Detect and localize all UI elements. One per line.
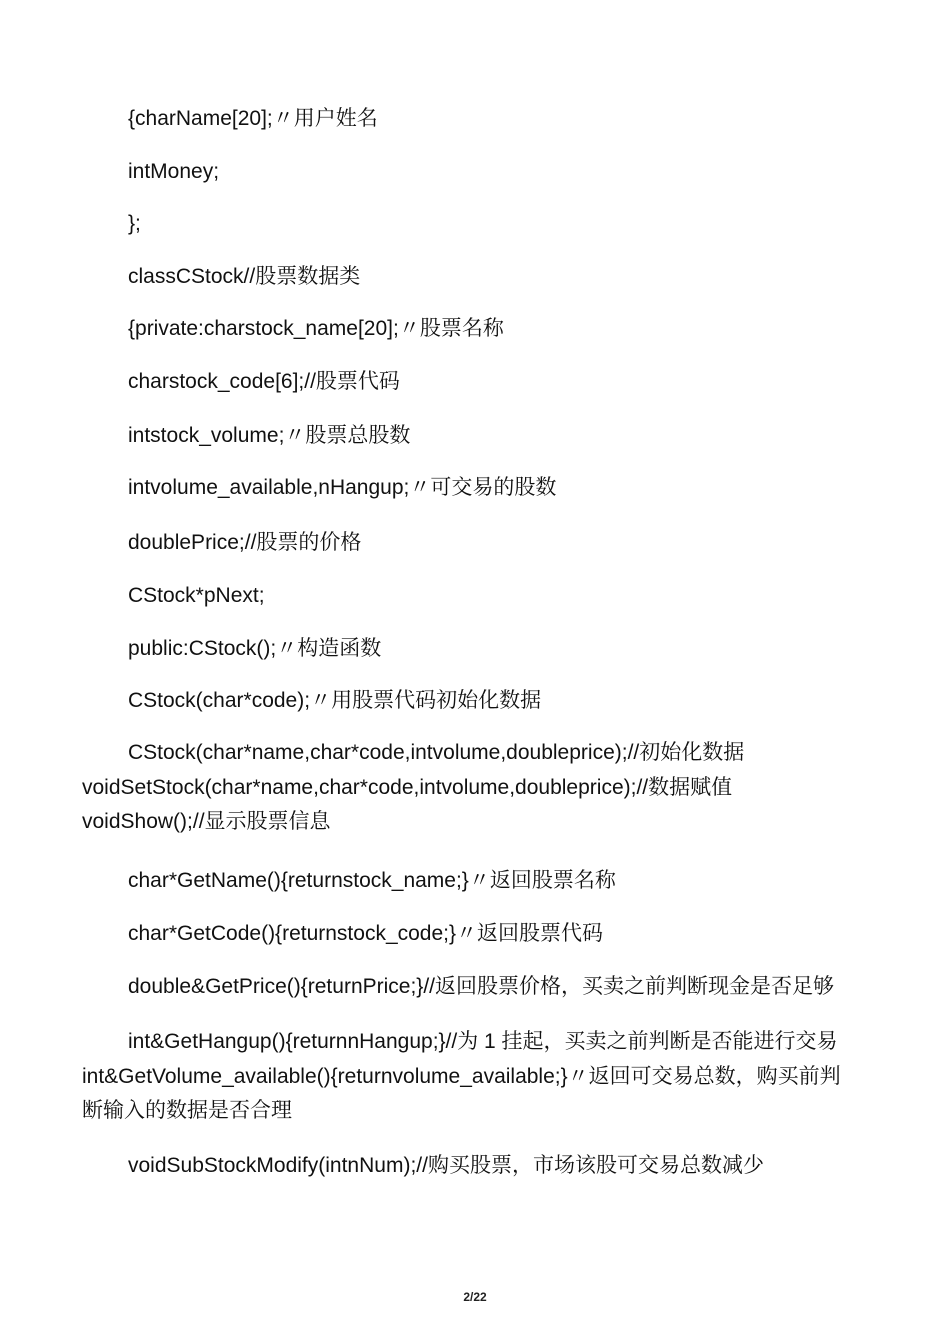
code-line: int&GetVolume_available(){returnvolume_available;}〃返回可交易总数，购买前判 — [82, 1064, 841, 1088]
code-line: {private:charstock_name[20];〃股票名称 — [128, 317, 504, 340]
code-line: charstock_code[6];//股票代码 — [128, 370, 400, 393]
code-line: voidSubStockModify(intnNum);//购买股票，市场该股可交易总数减少 — [128, 1154, 764, 1177]
code-line: CStock(char*name,char*code,intvolume,doubleprice);//初始化数据 — [128, 741, 745, 764]
code-line: doublePrice;//股票的价格 — [128, 531, 362, 554]
code-line: intMoney; — [128, 160, 220, 183]
code-line: voidSetStock(char*name,char*code,intvolume,doubleprice);//数据赋值 — [82, 775, 733, 799]
code-line: public:CStock();〃构造函数 — [128, 637, 382, 660]
code-line: CStock(char*code);〃用股票代码初始化数据 — [128, 689, 542, 712]
code-line: voidShow();//显示股票信息 — [82, 810, 331, 833]
code-paragraph — [82, 1025, 872, 1129]
code-line: double&GetPrice(){returnPrice;}//返回股票价格，买卖之前判断现金是否足够 — [128, 975, 834, 998]
code-line: char*GetCode(){returnstock_code;}〃返回股票代码 — [128, 922, 604, 945]
code-line: CStock*pNext; — [128, 584, 265, 607]
code-line: classCStock//股票数据类 — [128, 265, 361, 288]
code-line: 断输入的数据是否合理 — [82, 1099, 292, 1122]
code-line: {charName[20];〃用户姓名 — [128, 107, 378, 130]
code-line: char*GetName(){returnstock_name;}〃返回股票名称 — [128, 869, 616, 892]
code-line: int&GetHangup(){returnnHangup;}//为 1 挂起，买卖之前判断是否能进行交易 — [128, 1030, 838, 1053]
code-line: intvolume_available,nHangup;〃可交易的股数 — [128, 476, 557, 499]
code-paragraph — [82, 736, 872, 840]
page-number: 2/22 — [463, 1290, 487, 1304]
code-line: }; — [128, 212, 141, 235]
code-line: intstock_volume;〃股票总股数 — [128, 424, 411, 447]
